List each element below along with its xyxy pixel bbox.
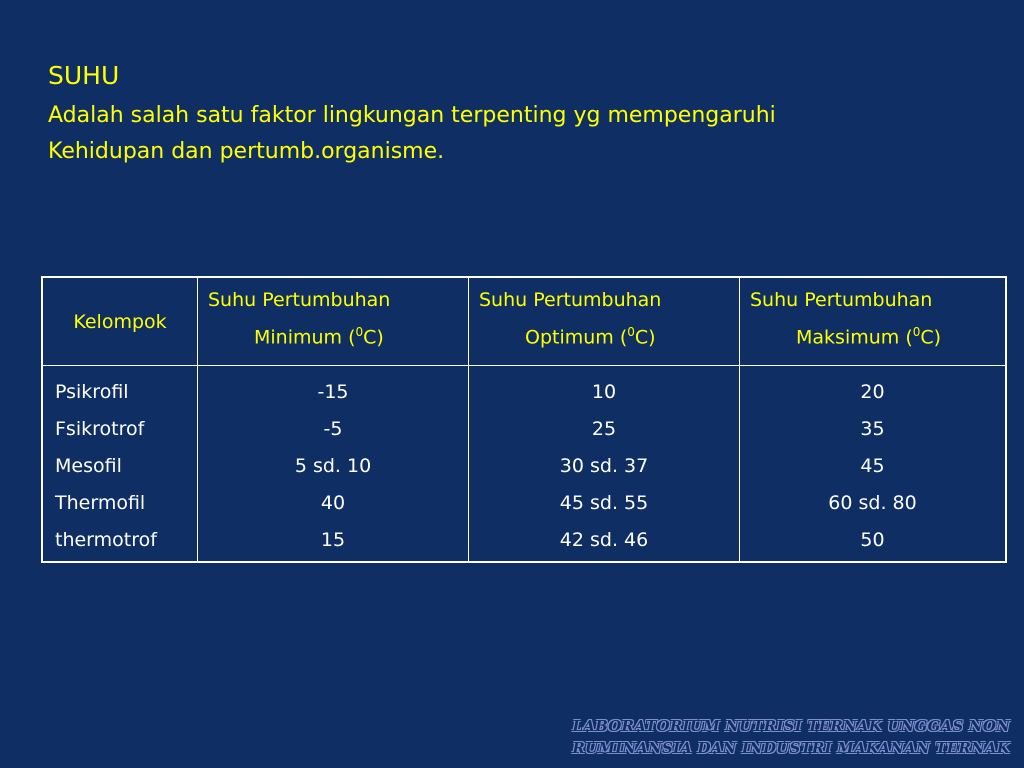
temperature-table [41,276,1007,563]
footer-lab-name [572,715,1010,759]
header-optimum-post: C) [634,326,656,349]
header-minimum [198,277,469,366]
header-maksimum-pre: Maksimum ( [796,326,913,349]
optimum-value: 45 sd. 55 [559,492,649,514]
optimum-value: 42 sd. 46 [559,529,649,551]
footer-line-2: RUMINANSIA DAN INDUSTRI MAKANAN TERNAK [572,739,1010,757]
header-maksimum-post: C) [920,326,942,349]
minimum-values-cell [198,366,469,563]
optimum-values-cell [469,366,740,563]
header-minimum-line2 [198,314,468,351]
header-maksimum-line2 [740,314,1005,351]
slide-title: SUHU [48,61,120,90]
maksimum-value: 20 [860,381,885,403]
maksimum-value: 60 sd. 80 [828,492,917,514]
maksimum-value: 45 [860,455,885,477]
minimum-value: -15 [317,381,349,403]
group-names-cell [42,366,198,563]
group-name: Fsikrotrof [55,418,145,440]
subtitle-line-2: Kehidupan dan pertumb.organisme. [48,139,445,164]
header-maksimum [740,277,1007,366]
optimum-value: 25 [591,418,617,440]
footer-line-1: LABORATORIUM NUTRISI TERNAK UNGGAS NON [572,717,1010,735]
degree-superscript: 0 [627,325,635,339]
header-optimum-line1: Suhu Pertumbuhan [479,289,662,311]
optimum-value: 30 sd. 37 [559,455,649,477]
table-header-row [42,277,1006,366]
header-kelompok-label: Kelompok [73,310,167,333]
minimum-value: 5 sd. 10 [294,455,372,477]
header-minimum-pre: Minimum ( [254,326,356,349]
slide-subtitle [48,98,948,170]
degree-superscript: 0 [355,325,364,339]
header-maksimum-line1: Suhu Pertumbuhan [750,289,933,311]
header-minimum-line1: Suhu Pertumbuhan [208,289,391,311]
header-optimum-line2 [469,314,739,351]
minimum-value: 15 [320,529,346,551]
header-kelompok [42,277,198,366]
maksimum-value: 35 [860,418,885,440]
subtitle-line-1: Adalah salah satu faktor lingkungan terpenting yg mempengaruhi [48,103,776,128]
header-optimum [469,277,740,366]
optimum-value: 10 [591,381,617,403]
minimum-value: 40 [320,492,346,514]
group-name: thermotrof [55,529,157,551]
maksimum-values-cell [740,366,1007,563]
group-name: Psikrofil [55,381,129,403]
group-name: Mesofil [55,455,122,477]
header-optimum-pre: Optimum ( [525,326,628,349]
degree-superscript: 0 [912,325,921,339]
table-row [42,366,1006,563]
group-name: Thermofil [55,492,146,514]
maksimum-value: 50 [860,529,885,551]
header-minimum-post: C) [363,326,384,349]
minimum-value: -5 [323,418,343,440]
